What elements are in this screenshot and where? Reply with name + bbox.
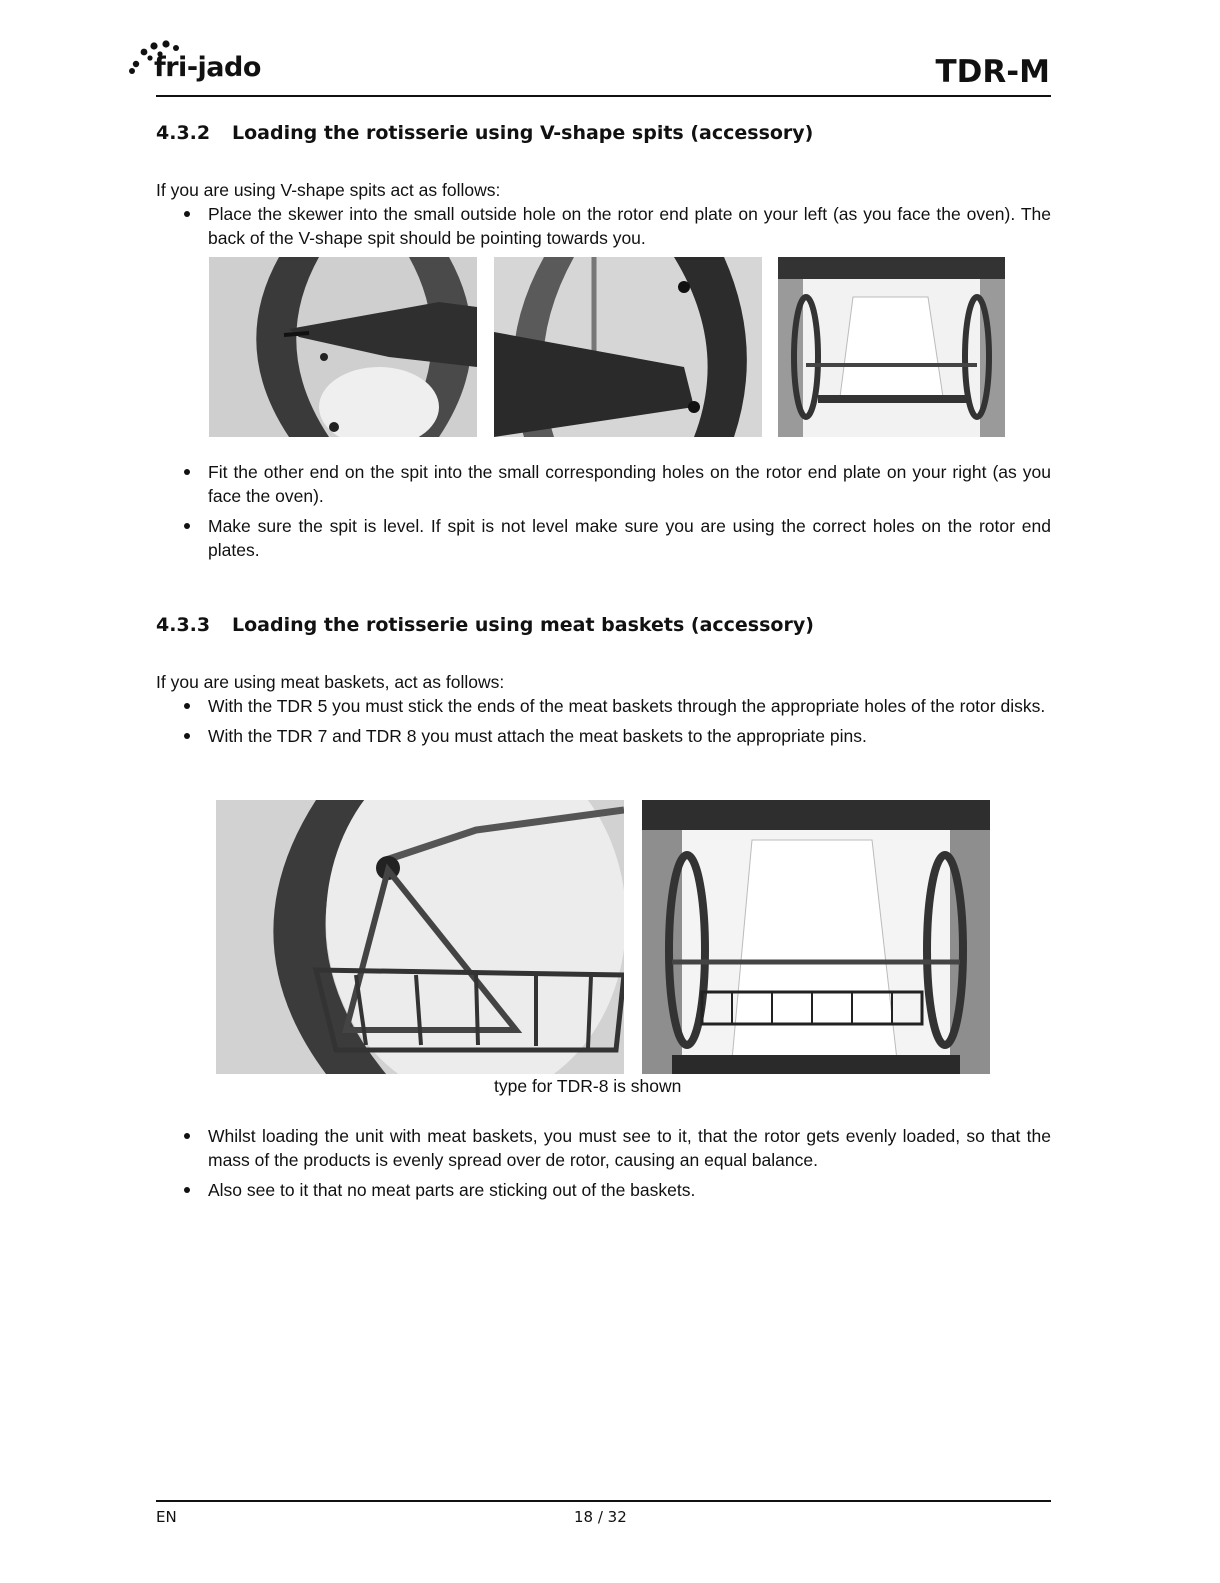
figure-caption: type for TDR-8 is shown — [494, 1076, 682, 1096]
list-item: With the TDR 5 you must stick the ends of the meat baskets through the appropriate holes of the rotor disks. — [156, 694, 1051, 718]
list-item: Place the skewer into the small outside hole on the rotor end plate on your left (as you face the oven). The back of the V-shape spit should be pointing towards you. — [156, 202, 1051, 250]
footer-rule — [156, 1500, 1051, 1502]
bullet-list — [156, 460, 1051, 568]
section-heading-433 — [156, 614, 814, 636]
header-rule — [156, 95, 1051, 97]
brand-logo — [126, 38, 276, 88]
document-code: TDR-M — [935, 54, 1050, 90]
footer-language: EN — [156, 1508, 177, 1526]
photo-basket-closeup — [216, 800, 624, 1074]
section-title: Loading the rotisserie using V-shape spits (accessory) — [232, 122, 814, 144]
section-title: Loading the rotisserie using meat baskets (accessory) — [232, 614, 814, 636]
list-item: Make sure the spit is level. If spit is not level make sure you are using the correct holes on the rotor end plates. — [156, 514, 1051, 562]
brand-name: fri-jado — [154, 52, 261, 83]
section-heading-432 — [156, 122, 813, 144]
photo-chef-loading-basket — [642, 800, 990, 1074]
list-item: Whilst loading the unit with meat baskets, you must see to it, that the rotor gets evenly loaded, so that the mass of the products is evenly spread over de rotor, causing an equal balance. — [156, 1124, 1051, 1172]
section-number: 4.3.3 — [156, 614, 211, 636]
section-number: 4.3.2 — [156, 122, 211, 144]
photo-spit-closeup — [494, 257, 762, 437]
list-item: Also see to it that no meat parts are sticking out of the baskets. — [156, 1178, 1051, 1202]
section-intro: If you are using V-shape spits act as follows: — [156, 180, 501, 200]
photo-spit-left-plate — [209, 257, 477, 437]
list-item: With the TDR 7 and TDR 8 you must attach the meat baskets to the appropriate pins. — [156, 724, 1051, 748]
bullet-list — [156, 202, 1051, 256]
bullet-list — [156, 694, 1051, 754]
list-item: Fit the other end on the spit into the small corresponding holes on the rotor end plate on your right (as you face the oven). — [156, 460, 1051, 508]
page-number: 18 / 32 — [574, 1508, 627, 1526]
photo-chef-loading-spit — [778, 257, 1005, 437]
bullet-list — [156, 1124, 1051, 1208]
section-intro: If you are using meat baskets, act as follows: — [156, 672, 505, 692]
